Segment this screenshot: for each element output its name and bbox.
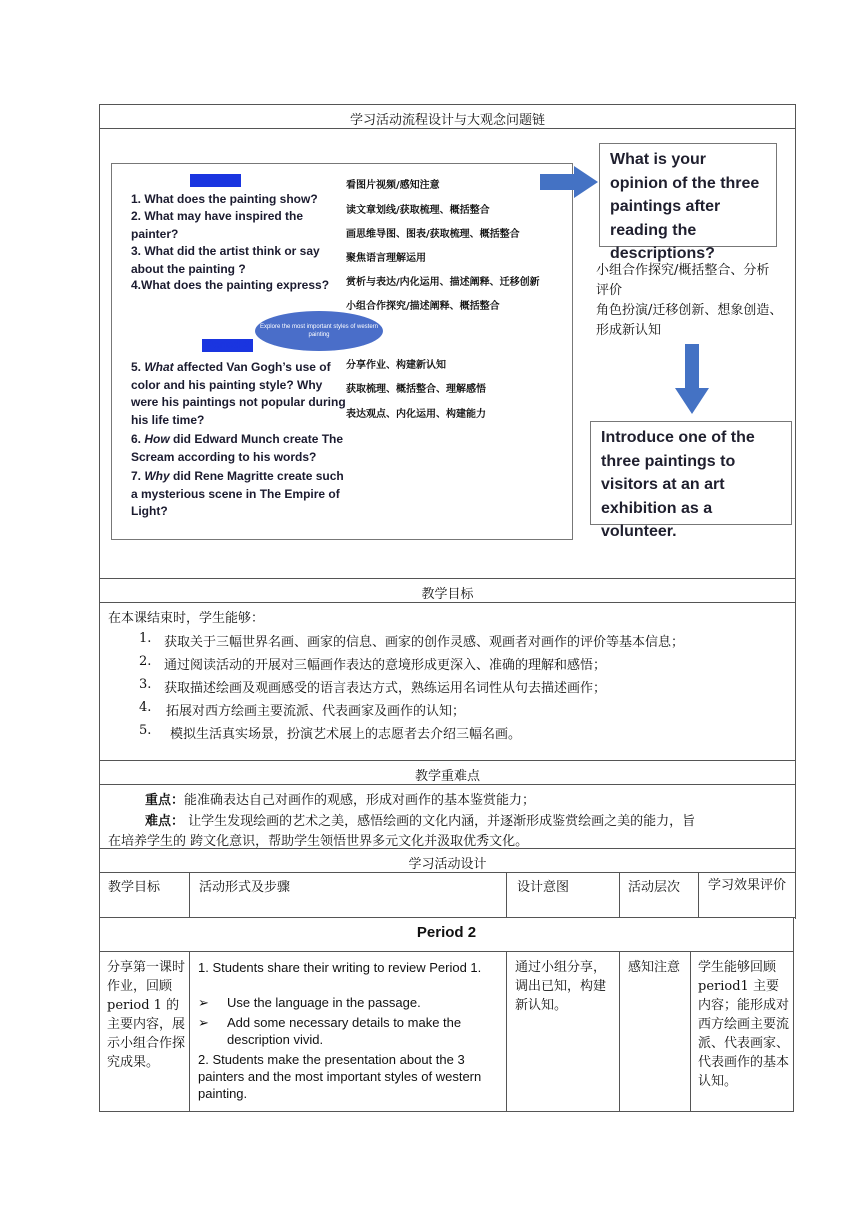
key-label: 重点： [145,793,185,808]
objective-number: 3. [139,677,152,692]
step-bullet-arrow-icon: ➢ [198,995,209,1010]
period-flow-slide [111,163,573,540]
period2-question-7 [131,468,346,521]
period1-badge: Period 1 [190,174,241,187]
table-border-top [99,104,796,105]
header-intent: 设计意图 [517,880,570,895]
key-text: 能准确表达自己对画作的观感，形成对画作的基本鉴赏能力； [184,793,536,808]
col-divider [189,951,190,1112]
header-level: 活动层次 [628,880,681,895]
col-divider [690,951,691,1112]
table-border-right [795,104,796,919]
period2-badge: Period 2 [202,339,253,352]
explore-styles-ellipse: Explore the most important styles of western painting [255,311,383,351]
period1-question: 2. What may have inspired the painter? [131,209,304,241]
col-divider [619,872,620,918]
objectives-title: 教学目标 [421,587,474,602]
col-divider [189,872,190,918]
row-effect: 学生能够回顾 period1 主要内容；能形成对西方绘画主要流派、代表画家、代表画作的基本认知。 [698,960,790,1089]
objective-number: 4. [139,700,152,715]
difficult-point-line [145,810,695,829]
step-bullet-arrow-icon: ➢ [198,1015,209,1030]
row-divider [99,760,796,761]
question-number: 6. [131,432,145,446]
col-divider [506,951,507,1112]
period1-step: 赏析与表达/内化运用、描述阐释、迁移创新 [346,277,540,288]
role-play-line: 角色扮演/迁移创新、想象创造、 形成新认知 [596,303,783,338]
step-2: 2. Students make the presentation about the 3 painters and the most important styles of western painting. [198,1052,482,1101]
step-1: 1. Students share their writing to review Period 1. [198,960,482,975]
period-label: Period 2 [416,924,477,941]
question-keyword: How [144,432,170,446]
row-goal: 分享第一课时作业，回顾 period 1 的主要内容，展示小组合作探究成果。 [107,960,186,1070]
col-divider [506,872,507,918]
objective-number: 1. [139,631,152,646]
col-divider [619,951,620,1112]
objective-number: 5. [139,723,152,738]
group-activity-text [596,261,796,341]
question-text: affected Van Gogh’s use of color and his painting style? Why were his paintings not popular during his life time? [131,360,346,427]
objective-number: 2. [139,654,152,669]
header-effect: 学习效果评价 [708,878,787,893]
row-divider [99,917,796,918]
period1-step: 聚焦语言理解运用 [346,253,426,264]
question-number: 5. [131,360,145,374]
table-border-right-lower [793,918,794,1112]
row-divider [99,784,796,785]
difficult-text: 让学生发现绘画的艺术之美，感悟绘画的文化内涵，并逐渐形成鉴赏绘画之美的能力，旨 [184,814,696,829]
period1-step: 画思维导图、图表/获取梳理、概括整合 [346,229,520,240]
row-divider [99,578,796,579]
objective-text: 获取关于三幅世界名画、画家的信息、画家的创作灵感、观画者对画作的评价等基本信息； [164,635,685,650]
step-1b: Add some necessary details to make the description vivid. [227,1015,462,1047]
step-1a: Use the language in the passage. [227,995,421,1010]
question-number: 7. [131,469,145,483]
row-divider [99,872,796,873]
period2-step: 分享作业、构建新认知 [346,360,446,371]
group-activity-line: 小组合作探究/概括整合、分析 评价 [596,263,770,298]
key-points-title: 教学重难点 [414,769,480,784]
col-divider [698,872,699,918]
period1-step: 小组合作探究/描述阐释、概括整合 [346,301,500,312]
objective-text: 拓展对西方绘画主要流派、代表画家及画作的认知； [166,704,466,719]
period2-step: 表达观点、内化运用、构建能力 [346,409,486,420]
objective-text: 获取描述绘画及观画感受的语言表达方式，熟练运用名词性从句去描述画作； [164,681,607,696]
down-arrow-icon [675,344,709,414]
process-section-title: 学习活动流程设计与大观念问题链 [349,113,545,128]
period1-step: 读文章划线/获取梳理、概括整合 [346,205,490,216]
period1-question: 4.What does the painting express? [131,278,330,292]
period1-step: 看图片视频/感知注意 [346,180,440,191]
row-divider [99,602,796,603]
period2-question-6 [131,431,346,466]
row-level: 感知注意 [628,960,681,975]
row-intent: 通过小组分享，调出已知，构建新认知。 [515,960,607,1013]
question-text: did Rene Magritte create such a mysterious scene in The Empire of Light? [131,469,344,518]
difficult-label: 难点： [145,814,185,829]
objectives-intro: 在本课结束时，学生能够： [108,611,265,626]
period2-step: 获取梳理、概括整合、理解感悟 [346,384,486,395]
objective-text: 模拟生活真实场景，扮演艺术展上的志愿者去介绍三幅名画。 [170,727,522,742]
difficult-point-line-2: 在培养学生的 跨文化意识，帮助学生领悟世界多元文化并汲取优秀文化。 [108,834,529,849]
period2-question-5 [131,359,346,429]
opinion-question-box: What is your opinion of the three paintings after reading the descriptions? [599,143,777,247]
period1-question: 3. What did the artist think or say about the painting ? [131,244,320,276]
header-steps: 活动形式及步骤 [199,880,291,895]
question-keyword: Why [144,469,170,483]
period1-question: 1. What does the painting show? [131,192,318,206]
objective-text: 通过阅读活动的开展对三幅画作表达的意境形成更深入、准确的理解和感悟； [164,658,607,673]
key-point-line [145,789,535,808]
header-goal: 教学目标 [108,880,161,895]
question-keyword: What [144,360,174,374]
activity-design-title: 学习活动设计 [408,857,487,872]
question-text: did Edward Munch create The Scream according to his words? [131,432,344,464]
row-divider [99,128,796,129]
table-border-left [99,104,100,1112]
right-arrow-icon [540,166,600,198]
volunteer-task-box: Introduce one of the three paintings to visitors at an art exhibition as a volunteer. [590,421,792,525]
